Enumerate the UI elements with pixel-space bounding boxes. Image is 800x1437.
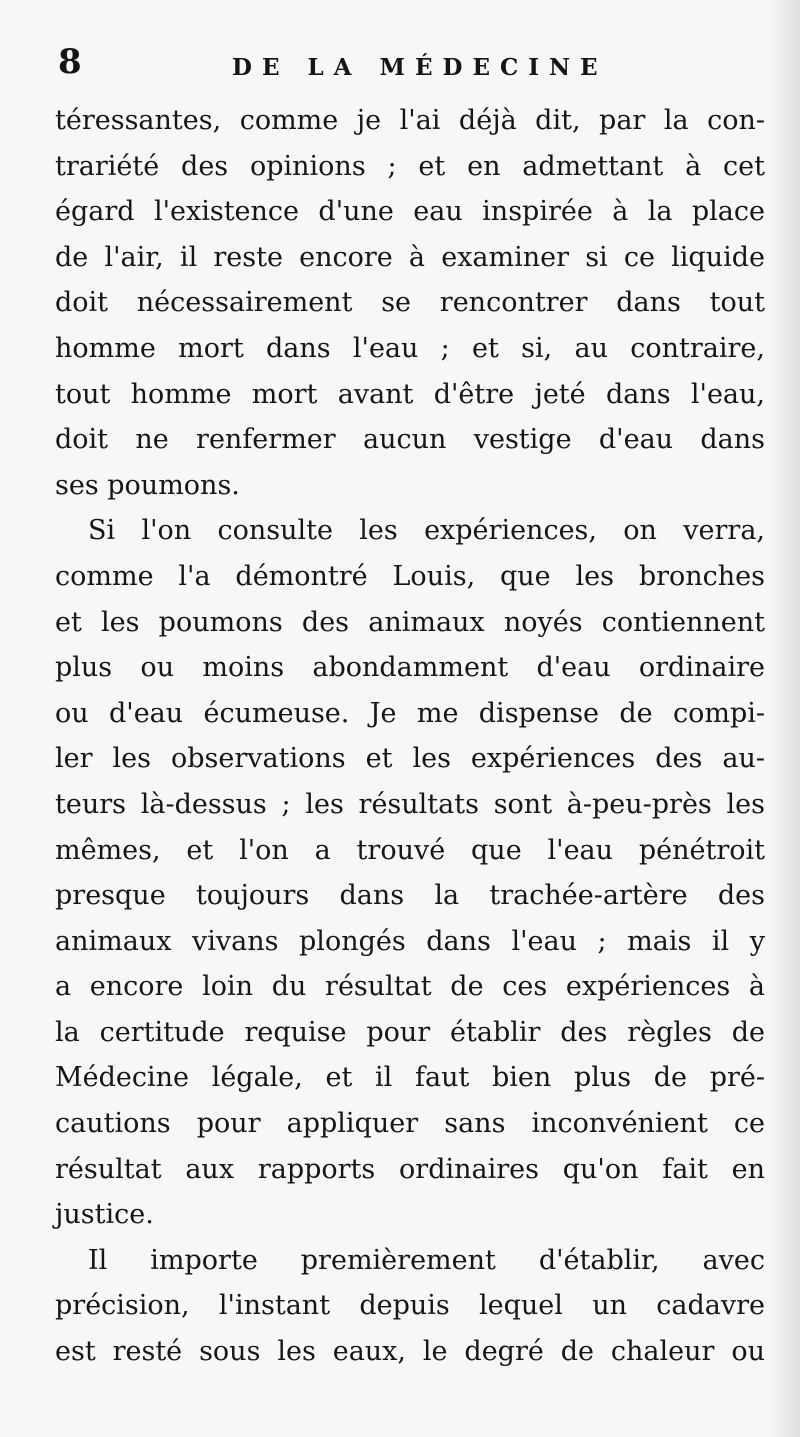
text-line: homme mort dans l'eau ; et si, au contraire, xyxy=(55,332,765,364)
text-line: précision, l'instant depuis lequel un cadavre xyxy=(55,1290,765,1322)
page-number: 8 xyxy=(58,42,82,82)
text-line: et les poumons des animaux noyés contiennent xyxy=(55,606,765,638)
text-line: ses poumons. xyxy=(55,469,240,501)
text-line: comme l'a démontré Louis, que les bronches xyxy=(55,560,765,592)
text-line: tout homme mort avant d'être jeté dans l'eau, xyxy=(55,378,765,410)
text-line: ler les observations et les expériences des au- xyxy=(55,743,765,775)
text-line: est resté sous les eaux, le degré de chaleur ou xyxy=(55,1336,765,1368)
page-edge-shadow xyxy=(770,0,800,1437)
text-line: la certitude requise pour établir des règles de xyxy=(55,1016,765,1048)
text-line: Il importe premièrement d'établir, avec xyxy=(88,1244,765,1276)
text-line: égard l'existence d'une eau inspirée à la place xyxy=(55,196,765,228)
text-line: téressantes, comme je l'ai déjà dit, par la con- xyxy=(55,105,765,136)
text-line: de l'air, il reste encore à examiner si ce liquide xyxy=(55,241,765,273)
text-line: Médecine légale, et il faut bien plus de pré- xyxy=(55,1062,765,1094)
text-line: justice. xyxy=(55,1199,154,1231)
text-line: ou d'eau écumeuse. Je me dispense de compi- xyxy=(55,697,765,729)
text-line: animaux vivans plongés dans l'eau ; mais il y xyxy=(55,925,765,957)
text-line: doit ne renfermer aucun vestige d'eau dans xyxy=(55,424,765,456)
text-line: mêmes, et l'on a trouvé que l'eau pénétroit xyxy=(55,834,765,866)
text-line: presque toujours dans la trachée-artère des xyxy=(55,880,765,912)
text-line: teurs là-dessus ; les résultats sont à-peu-près les xyxy=(55,788,765,820)
text-line: cautions pour appliquer sans inconvénient ce xyxy=(55,1108,765,1140)
text-line: Si l'on consulte les expériences, on verra, xyxy=(88,515,765,547)
text-line: doit nécessairement se rencontrer dans tout xyxy=(55,287,765,319)
text-line: plus ou moins abondamment d'eau ordinaire xyxy=(55,652,765,684)
text-line: résultat aux rapports ordinaires qu'on fait en xyxy=(55,1153,765,1185)
text-line: a encore loin du résultat de ces expériences à xyxy=(55,971,765,1003)
text-line: trariété des opinions ; et en admettant à cet xyxy=(55,150,765,182)
page-header xyxy=(52,40,772,90)
running-head: DE LA MÉDECINE xyxy=(232,54,608,81)
body-text xyxy=(55,98,765,1375)
